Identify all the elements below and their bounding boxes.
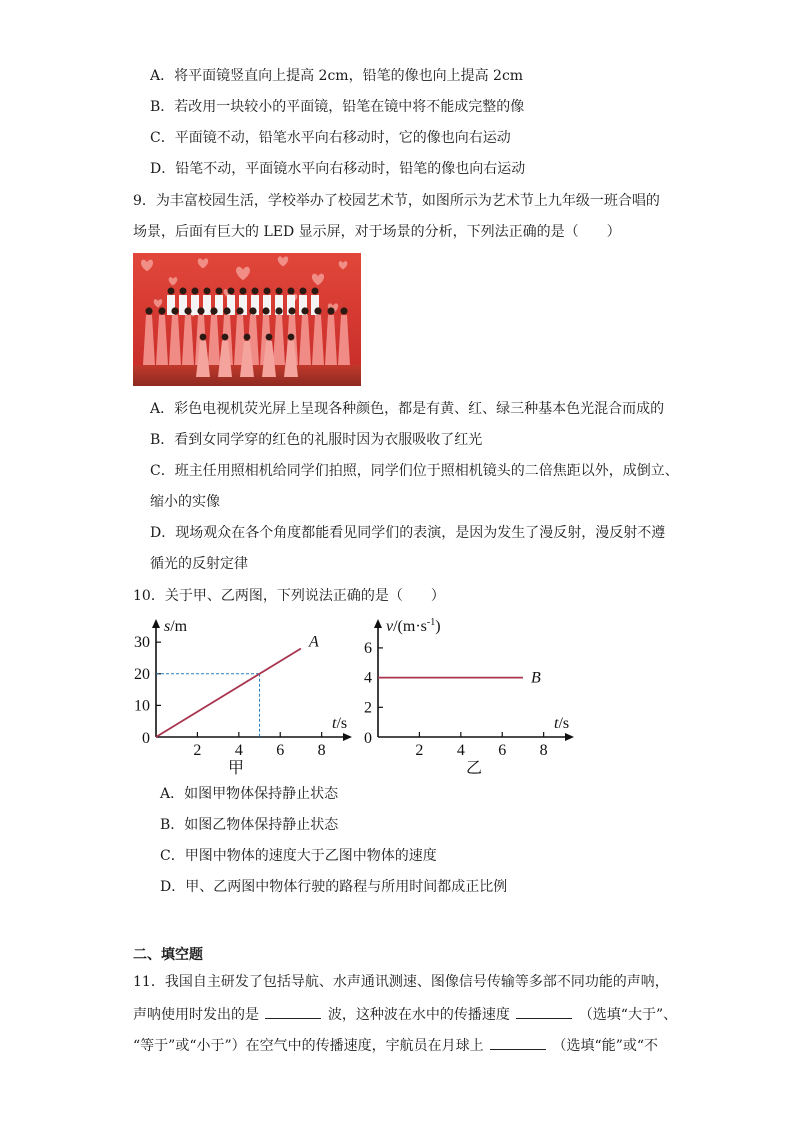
section-title: 二、填空题 [133, 947, 203, 963]
x-tick-label: 4 [456, 742, 465, 759]
series-label: B [530, 669, 541, 687]
singer-head [236, 307, 243, 314]
q9-option-c-line2: 缩小的实像 [150, 494, 220, 510]
singer-head [327, 307, 334, 314]
q11-line2-a: 声呐使用时发出的是 [133, 1007, 259, 1023]
q9-stem-line1: 9．为丰富校园生活，学校举办了校园艺术节，如图所示为艺术节上九年级一班合唱的 [133, 193, 660, 209]
singer-head [180, 288, 187, 295]
q9-option-c-line1: C．班主任用照相机给同学们拍照，同学们位于照相机镜头的二倍焦距以外，成倒立、 [150, 463, 679, 479]
singer-head [288, 334, 295, 341]
singer-head [288, 307, 295, 314]
singer-head [288, 288, 295, 295]
singer-head [301, 307, 308, 314]
answer-blank-1[interactable] [265, 1003, 321, 1019]
q9-option-a: A．彩色电视机荧光屏上呈现各种颜色，都是有黄、红、绿三种基本色光混合而成的 [150, 401, 665, 417]
singer-head [200, 334, 207, 341]
graph-yi [352, 612, 582, 777]
x-tick-label: 6 [498, 742, 507, 759]
origin-label: 0 [142, 730, 150, 747]
singer-head [184, 307, 191, 314]
x-tick-label: 2 [415, 742, 424, 759]
singer-head [275, 307, 282, 314]
graph-caption: 甲 [227, 758, 245, 777]
y-tick-label: 30 [134, 634, 150, 652]
y-tick-label: 4 [364, 669, 372, 687]
q10-option-a: A．如图甲物体保持静止状态 [160, 786, 339, 802]
x-tick-label: 8 [317, 742, 326, 759]
q11-line3-a: “等于”或“小于”）在空气中的传播速度，宇航员在月球上 [133, 1038, 484, 1054]
singer-head [197, 307, 204, 314]
q9-option-d-line1: D．现场观众在各个角度都能看见同学们的表演，是因为发生了漫反射，漫反射不遵 [150, 525, 666, 541]
q8-option-a: A．将平面镜竖直向上提高 2cm，铅笔的像也向上提高 2cm [150, 68, 524, 84]
q10-option-d: D．甲、乙两图中物体行驶的路程与所用时间都成正比例 [160, 879, 508, 895]
graph-caption: 乙 [465, 758, 483, 777]
q11-line3-b: （选填“能”或“不 [552, 1038, 659, 1054]
singer-head [264, 288, 271, 295]
q8-option-d: D．铅笔不动，平面镜水平向右移动时，铅笔的像也向右运动 [150, 161, 526, 177]
singer-head [340, 307, 347, 314]
singer-head [145, 307, 152, 314]
singer-head [210, 307, 217, 314]
q10-stem: 10．关于甲、乙两图，下列说法正确的是（ ） [133, 588, 445, 604]
q11-line3 [133, 1034, 658, 1056]
q11-line2 [133, 1003, 677, 1025]
series-label: A [308, 633, 319, 651]
y-tick-label: 10 [134, 697, 150, 715]
series-line [156, 648, 301, 737]
singer-head [222, 334, 229, 341]
x-tick-label: 6 [276, 742, 285, 759]
y-tick-label: 2 [364, 699, 372, 717]
q11-line2-b: 波，这种波在水中的传播速度 [327, 1007, 510, 1023]
x-tick-label: 8 [539, 742, 548, 759]
origin-label: 0 [364, 730, 372, 747]
singer-head [266, 334, 273, 341]
q10-option-c: C．甲图中物体的速度大于乙图中物体的速度 [160, 848, 437, 864]
singer-head [314, 307, 321, 314]
singer-head [168, 288, 175, 295]
singer-head [252, 288, 259, 295]
singer-head [204, 288, 211, 295]
singer-head [249, 307, 256, 314]
singer-head [192, 288, 199, 295]
singer-head [300, 288, 307, 295]
q10-option-b: B．如图乙物体保持静止状态 [160, 817, 339, 833]
y-tick-label: 6 [364, 639, 372, 657]
singer-head [216, 288, 223, 295]
singer-head [171, 307, 178, 314]
singer-head [244, 334, 251, 341]
q8-option-c: C．平面镜不动，铅笔水平向右移动时，它的像也向右运动 [150, 130, 511, 146]
singer-head [262, 307, 269, 314]
singer-head [223, 307, 230, 314]
y-axis-label: $v/(m\cdot s^{-1})$ [386, 617, 441, 635]
singer-head [312, 288, 319, 295]
q9-option-d-line2: 循光的反射定律 [150, 556, 248, 572]
y-axis-label: s/m [164, 618, 188, 635]
singer-head [228, 288, 235, 295]
singer-head [158, 307, 165, 314]
q9-stem-line2: 场景，后面有巨大的 LED 显示屏，对于场景的分析，下列法正确的是（ ） [133, 224, 621, 240]
answer-blank-3[interactable] [490, 1034, 546, 1050]
answer-blank-2[interactable] [516, 1003, 572, 1019]
q11-line2-c: （选填“大于”、 [578, 1007, 678, 1023]
graph-jia [130, 612, 350, 777]
x-axis-label: t/s [554, 715, 570, 732]
y-axis-arrow-icon [374, 619, 382, 628]
x-axis-label: t/s [332, 715, 348, 732]
q8-option-b: B．若改用一块较小的平面镜，铅笔在镜中将不能成完整的像 [150, 99, 525, 115]
singer-head [276, 288, 283, 295]
y-axis-arrow-icon [152, 619, 160, 628]
singer-head [240, 288, 247, 295]
q11-line1: 11．我国自主研发了包括导航、水声通讯测速、图像信号传输等多部不同功能的声呐， [133, 974, 669, 990]
choir-photo [133, 253, 361, 386]
x-axis-arrow-icon [343, 733, 352, 741]
x-tick-label: 4 [234, 742, 243, 759]
x-tick-label: 2 [193, 742, 202, 759]
y-tick-label: 20 [134, 665, 150, 683]
x-axis-arrow-icon [565, 733, 574, 741]
q9-option-b: B．看到女同学穿的红色的礼服时因为衣服吸收了红光 [150, 432, 483, 448]
